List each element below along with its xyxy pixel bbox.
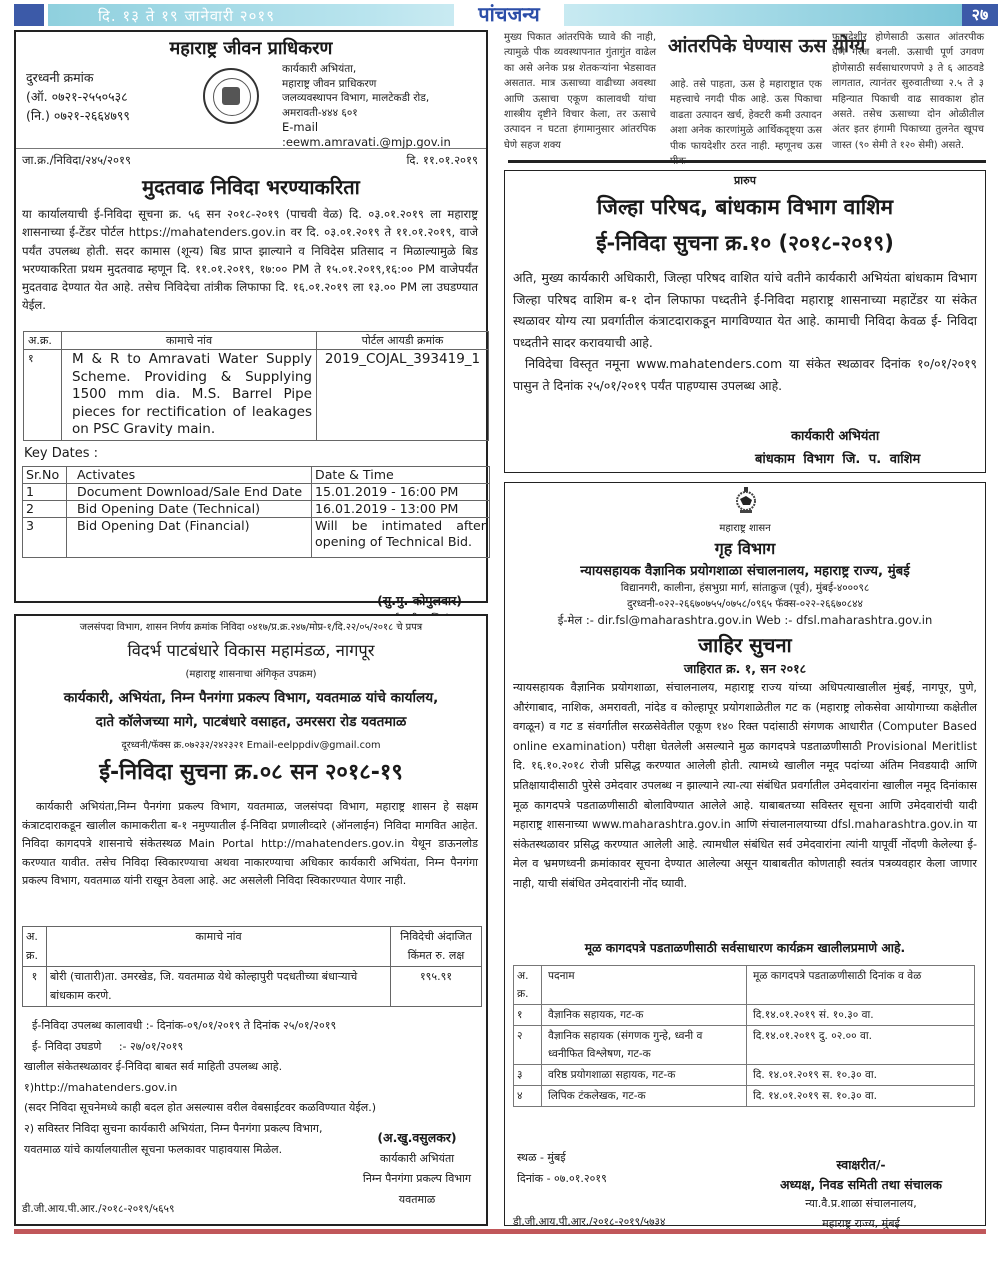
organisation-name: विदर्भ पाटबंधारे विकास महामंडळ, नागपूर (127, 641, 375, 660)
cell-sr: 2 (23, 501, 67, 518)
office-line: कार्यकारी, अभियंता, निम्न पैनगंगा प्रकल्प विभाग, यवतमाळ यांचे कार्यालय, (63, 690, 439, 706)
divider (16, 148, 486, 149)
table-header-row (24, 332, 489, 350)
government-label: महाराष्ट्र शासन (719, 523, 771, 534)
cell-post: लिपिक टंकलेखक, गट-क (542, 1086, 747, 1107)
place-date (517, 1147, 607, 1189)
fsl-public-notice (504, 482, 986, 1230)
column-header: पोर्टल आयडी क्रमांक (317, 332, 489, 350)
table-header-row (514, 966, 975, 1005)
column-header: अ.क्र. (24, 332, 62, 350)
table-row (23, 501, 490, 518)
signatory-designation: कार्यकारी अभियंता (791, 429, 880, 444)
column-header: कामाचे नांव (47, 927, 391, 967)
dgipr-number: डी.जी.आय.पी.आर./२०१८-२०१९/५६५९ (22, 1203, 175, 1215)
zp-title: जिल्हा परिषद, बांधकाम विभाग वाशिम (596, 195, 894, 219)
cell-post: वैज्ञानिक सहायक (संगणक गुन्हे, ध्वनी व ध्वनीफित विश्लेषण, गट-क (542, 1026, 747, 1065)
signatory-office: निम्न पैनगंगा प्रकल्प विभाग (362, 1172, 472, 1185)
cell-post: वरिष्ठ प्रयोगशाळा सहायक, गट-क (542, 1065, 747, 1086)
article-title: आंतरपिके घेण्यास ऊस योग्य (668, 35, 866, 57)
change-note: (सदर निविदा सूचनेमध्ये काही बदल होत असल्यास वरील वेबसाईटवर कळविण्यात येईल.) (24, 1101, 377, 1115)
signatory-designation: कार्यकारी अभियंता (379, 1151, 455, 1165)
address-line: विद्यानगरी, कालीना, हंसभुग्रा मार्ग, सांताक्रुज (पूर्व), मुंबई-४०००९८ (620, 582, 870, 594)
signatory-city: महाराष्ट्र राज्य, मुंबई (822, 1216, 900, 1230)
cell-datetime: दि.१४.०१.२०१९ दु. ०२.०० वा. (747, 1026, 975, 1065)
cell-activity: Document Download/Sale End Date (67, 484, 312, 501)
cell-sr: १ (514, 1005, 542, 1026)
info-line: खालील संकेतस्थळावर ई-निविदा बाबत सर्व माहिती उपलब्ध आहे. (24, 1060, 283, 1074)
column-header: पदनाम (542, 966, 747, 1005)
dgipr-number: डी.जी.आय.पी.आर./२०१८-२०१९/५७३४ (513, 1216, 666, 1228)
signature-block (749, 1155, 973, 1233)
verification-schedule-table (513, 965, 975, 1107)
divider (508, 160, 986, 163)
cell-post: वैज्ञानिक सहायक, गट-क (542, 1005, 747, 1026)
signed-label: स्वाक्षरीत/- (836, 1157, 886, 1172)
department-name: गृह विभाग (714, 539, 776, 558)
zp-notice-number: ई-निविदा सुचना क्र.१० (२०१८-२०१९) (596, 231, 894, 255)
signatory-city: यवतमाळ (398, 1192, 436, 1206)
column-header: Date & Time (312, 467, 490, 484)
table-row (514, 1065, 975, 1086)
cell-datetime: Will be intimated after opening of Technical Bid. (312, 518, 490, 558)
notice-body: न्यायसहायक वैज्ञानिक प्रयोगशाळा, संचालनालय, महाराष्ट्र राज्य यांच्या अधिपत्याखालील मुंबई, नागपूर, पुणे, औरंगाबाद, नाशिक, अमरावती, नांदेड व कोल्हापूर प्रयोगशाळेतील गट क (महाराष्ट्र लोकसेवा आयोगाच्या कक्षेतील वगळून) व गट ड संवर्गातील सरळसेवेतील एकूण १४० रिक्त पदांसाठी संगणक आधारीत (Computer Based online examination) परीक्षा घेतलेली असल्याने मुळ कागदपत्रे पडताळणीसाठी Provisional Meritlist दि. १६.१०.२०१८ रोजी प्रसिद्ध करण्यात आलेली होती. त्यामध्ये खालील नमूद पदांच्या अंतिम निवडयादी आणि प्रतिक्षायादीसाठी पुरेसे उमेदवार उपलब्ध न झाल्याने त्या-त्या संबंधित प्रवर्गातील उमेदवारांना खालील नमूद दिनांकास मूळ कागदपत्रे पडताळणीसाठी बोलाविण्यात आलेले आहे. याबाबतच्या सविस्तर सूचना आणि उमेदवारांची यादी महाराष्ट्र शासनाच्या www.maharashtra.gov.in आणि संचालनालयाच्या dfsl.maharashtra.gov.in या संकेतस्थळावर प्रसिद्ध करण्यात आलेली आहे. त्यामधील संबंधित सर्व उमेदवारांना त्यांनी यापूर्वी नोंदणी केलेल्या ई-मेल व भ्रमणध्वनी क्रमांकावर सूचना देण्यात आलेल्या असून याबाबतीत कोणताही स्वतंत्र पत्रव्यवहार केला जाणार नाही, याची संबंधित उमेदवारांनी नोंद घ्यावी. (513, 681, 977, 890)
column-header: Sr.No (23, 467, 67, 484)
signatory-designation: अध्यक्ष, निवड समिती तथा संचालक (779, 1176, 942, 1192)
mjp-address (282, 62, 486, 149)
cell-sr: ४ (514, 1086, 542, 1107)
work-table (23, 331, 489, 441)
masthead-block-left (14, 4, 44, 26)
reference-date: दि. ११.०१.२०१९ (406, 153, 478, 167)
column-header: अ. क्र. (23, 927, 47, 967)
cell-sr: 1 (23, 484, 67, 501)
cell-datetime: 15.01.2019 - 16:00 PM (312, 484, 490, 501)
page-number: २७ (962, 4, 998, 26)
office-address (16, 686, 486, 734)
article-intercrop (504, 30, 986, 168)
table-header-row (23, 467, 490, 484)
article-column-3: फायदेशीर होणेसाठी ऊसात आंतरपीक घेणे गरज बनली. ऊसाची पूर्ण उगवण होणेसाठी सर्वसाधारणपणे ३ ते ६ आठवडे लागतात, त्यानंतर सुरुवातीच्या २.५ ते ३ महिन्यात पिकाची वाढ सावकाश होत असते. तसेच ऊसाच्या दोन ओळीतील अंतर इतर हंगामी पिकाच्या तुलनेत खूपच जास्त (९० सेमी ते १२० सेमी) असते. (832, 32, 984, 151)
schedule-heading: मूळ कागदपत्रे पडताळणीसाठी सर्वसाधारण कार्यक्रम खालीलप्रमाणे आहे. (584, 941, 906, 955)
maharashtra-emblem-icon (734, 487, 758, 515)
notice-heading: मुदतवाढ निविदा भरण्याकरिता (142, 175, 360, 199)
cell-datetime: 16.01.2019 - 13:00 PM (312, 501, 490, 518)
email-link[interactable]: E-mail :eewm.amravati.@mjp.gov.in (282, 120, 451, 149)
draft-label: प्रारुप (734, 174, 756, 187)
signatory-name: (सु.मु. कोपुलवार) (377, 593, 462, 608)
article-column-2: आहे. तसे पाहता, ऊस हे महाराष्ट्रात एक महत्त्वाचे नगदी पीक आहे. ऊस पिकाचा वाढता उत्पादन खर्च, हेक्टरी कमी उत्पादन अशा अनेक कारणांमुळे आर्थिकदृष्ट्या ऊस पीक फायदेशीर ठरत नाही. म्हणूनच ऊस पीक (670, 79, 822, 168)
cell-sr: २ (514, 1026, 542, 1065)
address-line: जलव्यवस्थापन विभाग, मालटेकडी रोड, (282, 92, 430, 104)
cell-datetime: दि. १४.०१.२०१९ स. १०.३० वा. (747, 1065, 975, 1086)
table-row (514, 1026, 975, 1065)
organisation-subtitle: (महाराष्ट्र शासनाचा अंगिकृत उपक्रम) (185, 669, 317, 680)
table-row (23, 518, 490, 558)
notice-heading: जाहिर सुचना (698, 633, 792, 657)
email-web-line[interactable]: ई-मेल :- dir.fsl@maharashtra.gov.in Web :- dfsl.maharashtra.gov.in (557, 612, 933, 627)
signature-block (352, 1128, 482, 1210)
vidc-tender-notice (14, 614, 488, 1226)
address-line: महाराष्ट्र जीवन प्राधिकरण (282, 77, 377, 90)
column-header: अ. क्र. (514, 966, 542, 1005)
table-row (23, 484, 490, 501)
cell-datetime: दि. १४.०१.२०१९ स. १०.३० वा. (747, 1086, 975, 1107)
date: दिनांक - ०७.०१.२०१९ (517, 1172, 607, 1185)
column-header: मूळ कागदपत्रे पडताळणीसाठी दिनांक व वेळ (747, 966, 975, 1005)
phone-line: दुरध्वनी-०२२-२६६७०७५५/०७५८/०९६५ फॅक्स-०२२-२६६७०८४४ (627, 597, 863, 610)
cell-portal-id: 2019_COJAL_393419_1 (317, 350, 489, 441)
cell-sr: १ (23, 967, 47, 1007)
advertisement-number: जाहिरात क्र. १, सन २०१८ (683, 661, 807, 676)
table-header-row (23, 927, 482, 967)
portal-link[interactable]: १)http://mahatenders.gov.in (24, 1080, 178, 1094)
table-row (24, 350, 489, 441)
table-row (514, 1005, 975, 1026)
key-dates-label: Key Dates : (24, 446, 99, 461)
cell-activity: Bid Opening Dat (Financial) (67, 518, 312, 558)
zp-paragraph-2: निविदेचा विस्तृत नमूना www.mahatenders.com या संकेत स्थळावर दिनांक १०/०१/२०१९ पासुन ते दिनांक २५/०१/२०१९ पर्यंत पाहण्यास उपलब्ध आहे. (513, 356, 977, 393)
gr-line: जलसंपदा विभाग, शासन निर्णय क्रमांक निविदा ०४१७/प्र.क्र.२४७/मोप्र-१/दि.२२/०५/२०१८ चे प्रपत्र (79, 622, 423, 633)
bottom-rule (14, 1229, 986, 1234)
zp-washim-notice (504, 170, 986, 473)
zp-body (513, 267, 977, 396)
signatory-office: न्या.वै.प्र.शाळा संचालनालय, (805, 1197, 917, 1210)
article-column-1: मुख्य पिकात आंतरपिके घ्यावे की नाही, त्यामुळे पीक व्यवस्थापनात गुंतागुंत वाढेल का असे अनेक प्रश्न शेतकऱ्यांना भेडसावत असतात. मात्र ऊसाच्या वाढीच्या अवस्था आणि ऊसाचा एकूण कालावधी यांचा शास्त्रीय दृष्टीने विचार केला, तर ऊसाचे उत्पादन न घटता हंगामानुसार आंतरपिक घेणे सहज शक्य (504, 32, 656, 151)
cell-sr: १ (24, 350, 62, 441)
place: स्थळ - मुंबई (517, 1151, 566, 1164)
mjp-seal-icon (203, 68, 259, 124)
address-line: अमरावती-४४४ ६०१ (282, 106, 358, 119)
notice-body: या कार्यालयाची ई-निविदा सूचना क्र. ५६ सन २०१८-२०१९ (पाचवी वेळ) दि. ०३.०१.२०१९ ला महाराष्ट्र शासनाच्या ई-टेंडर पोर्टल https://mahatenders.gov.in वर दि. ०३.०१.२०१९ ते ११.०१.२०१९, वाजे पर्यंत उपलब्ध होती. सदर कामास (शून्य) बिड प्राप्त झाल्याने व निविदेस प्रतिसाद न मिळाल्यामुळे बिड भरण्याकरिता प्रथम मुदतवाढ म्हणून दि. ११.०१.२०१९, १७:०० PM ते १५.०१.२०१९,१६:०० PM वाजेपर्यंत मुदतवाढ देण्यात येत आहे. तसेच निविदेचा तांत्रीक लिफाफा दि. १६.०१.२०१९ ला १३.०० PM ला उघडण्यात येईल. (22, 207, 478, 313)
directorate-name: न्यायसहायक वैज्ञानिक प्रयोगशाळा संचालनालय, महाराष्ट्र राज्य, मुंबई (580, 564, 910, 579)
cell-sr: ३ (514, 1065, 542, 1086)
cell-sr: 3 (23, 518, 67, 558)
opening-date: ई- निविदा उघडणे :- २७/०१/२०१९ (32, 1039, 184, 1053)
office-line: दाते कॉलेजच्या मागे, पाटबंधारे वसाहत, उमरसरा रोड यवतमाळ (95, 714, 407, 730)
column-header: निविदेची अंदाजित किंमत रु. लक्ष (391, 927, 482, 967)
table-row (23, 967, 482, 1007)
newspaper-logo: पांचजन्य (454, 0, 564, 28)
signatory-name: (अ.खु.वसुलकर) (377, 1130, 457, 1145)
issue-date: दि. १३ ते १९ जानेवारी २०१९ (98, 7, 275, 25)
cell-cost: १९५.९१ (391, 967, 482, 1007)
masthead (14, 4, 998, 26)
notice-body: कार्यकारी अभियंता,निम्न पैनगंगा प्रकल्प विभाग, यवतमाळ, जलसंपदा विभाग, महाराष्ट्र शासन हे सक्षम कंत्राटदाराकडून खालील कामाकरीता ब-१ नमुण्यातील ई-निविदा प्रणालीव्दारे (ऑनलाईन) निविदा मागवित आहेत. निविदा कागदपत्रे शासनाचे संकेतस्थळ Main Portal http://mahatenders.gov.in येथून डाऊनलोड करण्यात यावीत. तसेच निविदा स्विकारण्याचा अथवा नाकारण्याचा अधिकार कार्यकारी अभियंता, निम्न पैनगंगा प्रकल्प विभाग, यवतमाळ यांनी राखून ठेवला आहे. अट असलेली निविदा स्विकारण्यात येणार नाही. (22, 800, 478, 888)
signatory-office: बांधकाम विभाग जि. प. वाशिम (755, 452, 921, 467)
mjp-phone-block (26, 68, 130, 125)
cell-datetime: दि.१४.०१.२०१९ सं. १०.३० वा. (747, 1005, 975, 1026)
notice-board-note: २) सविस्तर निविदा सुचना कार्यकारी अभियंता, निम्न पैनगंगा प्रकल्प विभाग, यवतमाळ यांचे कार्यालयातील सूचना फलकावर पाहावयास मिळेल. (24, 1121, 323, 1156)
column-header: कामाचे नांव (62, 332, 317, 350)
contact-line: दूरध्वनी/फॅक्स क्र.०७२३२/२४२३२१ Email-eelppdiv@gmail.com (121, 740, 381, 751)
cell-work: M & R to Amravati Water Supply Scheme. Providing & Supplying 1500 mm dia. M.S. Barrel Pipe pieces for rectification of leakages on PSC Gravity main. (62, 350, 317, 441)
phone-office: (ऑ. ०७२१-२५५०५३८ (26, 89, 128, 104)
work-table (22, 926, 482, 1007)
cell-work: बोरी (चातारी)ता. उमरखेड, जि. यवतमाळ येथे कोल्हापुरी पदधतीच्या बंधाऱ्याचे बांधकाम करणे. (47, 967, 391, 1007)
mjp-tender-notice (14, 30, 488, 608)
key-dates-table (22, 466, 490, 558)
reference-number: जा.क्र./निविदा/२४५/२०१९ (22, 153, 131, 167)
notice-heading: ई-निविदा सुचना क्र.०८ सन २०१८-१९ (99, 760, 403, 785)
availability-period: ई-निविदा उपलब्ध कालावधी :- दिनांक-०९/०१/२०१९ ते दिनांक २५/०१/२०१९ (32, 1019, 337, 1032)
directorate-contact (505, 581, 985, 628)
column-header: Activates (67, 467, 312, 484)
mjp-title: महाराष्ट्र जीवन प्राधिकरण (169, 38, 333, 59)
address-line: कार्यकारी अभियंता, (282, 63, 357, 75)
phone-label: दुरध्वनी क्रमांक (26, 70, 94, 85)
zp-paragraph-1: अति, मुख्य कार्यकारी अधिकारी, जिल्हा परिषद वाशित यांचे वतीने कार्यकारी अभियंता बांधकाम विभाग जिल्हा परिषद वाशिम ब-१ दोन लिफाफा पध्दतीने ई-निविदा महाराष्ट्र शासनाच्या महाटेंडर या संकेत स्थळावर योग्य त्या प्रवर्गातील कंत्राटदाराकडून मागविण्यात येत आहे. कामाची निविदा केवळ ई- निविदा पध्दतीने सादर करावयाची आहे. (513, 270, 977, 350)
table-row (514, 1086, 975, 1107)
phone-home: (नि.) ०७२१-२६६४७९९ (26, 108, 130, 123)
cell-activity: Bid Opening Date (Technical) (67, 501, 312, 518)
